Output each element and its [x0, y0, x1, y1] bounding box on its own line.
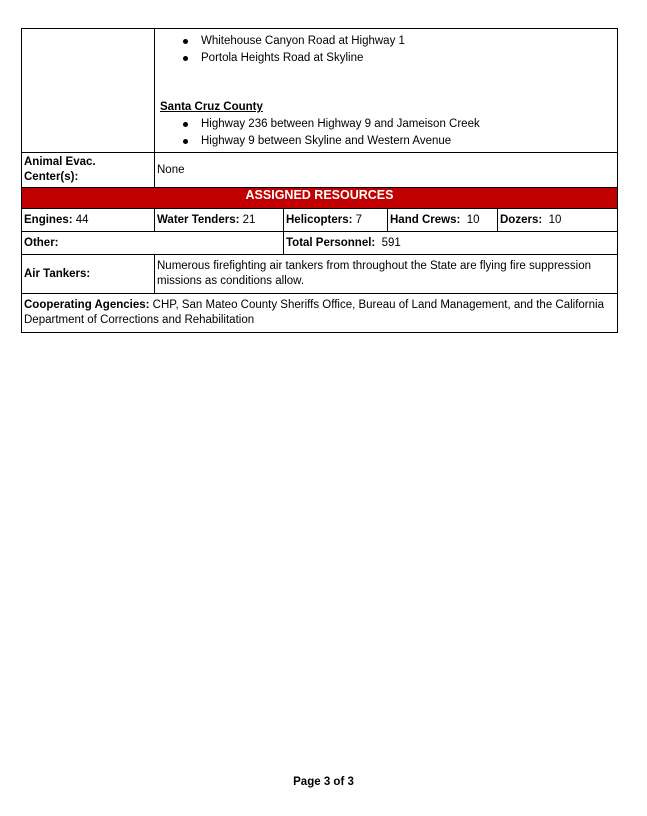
list-item: Highway 236 between Highway 9 and Jameison Creek — [177, 116, 615, 133]
total-personnel-cell: Total Personnel: 591 — [284, 232, 618, 255]
hand-crews-cell: Hand Crews: 10 — [388, 209, 498, 232]
assigned-resources-banner: ASSIGNED RESOURCES — [22, 188, 618, 209]
water-tenders-cell: Water Tenders: 21 — [155, 209, 284, 232]
engines-cell: Engines: 44 — [22, 209, 155, 232]
list-item: Whitehouse Canyon Road at Highway 1 — [177, 33, 615, 50]
banner-row — [22, 188, 618, 209]
route-list-top — [157, 33, 615, 67]
bullet-icon — [183, 39, 188, 44]
resources-table — [21, 28, 618, 333]
helicopters-cell: Helicopters: 7 — [284, 209, 388, 232]
animal-evac-label: Animal Evac. Center(s): — [22, 153, 155, 188]
routes-label-cell — [22, 29, 155, 153]
routes-row — [22, 29, 618, 153]
bullet-icon — [183, 56, 188, 61]
list-item: Portola Heights Road at Skyline — [177, 50, 615, 67]
county-heading: Santa Cruz County — [160, 101, 263, 113]
route-list-santa-cruz — [157, 116, 615, 150]
cooperating-row — [22, 294, 618, 333]
animal-evac-row — [22, 153, 618, 188]
animal-evac-value: None — [155, 153, 618, 188]
bullet-icon — [183, 122, 188, 127]
air-tankers-value: Numerous firefighting air tankers from throughout the State are flying fire suppression missions as conditions allow. — [155, 255, 618, 294]
counts-row — [22, 209, 618, 232]
page-number: Page 3 of 3 — [293, 776, 354, 788]
cooperating-agencies-cell — [22, 294, 618, 333]
other-row — [22, 232, 618, 255]
list-item: Highway 9 between Skyline and Western Avenue — [177, 133, 615, 150]
cooperating-label: Cooperating Agencies: — [24, 299, 150, 311]
dozers-cell: Dozers: 10 — [498, 209, 618, 232]
page-footer — [0, 776, 647, 788]
cooperating-value: CHP, San Mateo County Sheriffs Office, Bureau of Land Management, and the California Department of Corrections and Rehabilitation — [24, 299, 604, 326]
other-label: Other: — [22, 232, 284, 255]
routes-cell — [155, 29, 618, 153]
bullet-icon — [183, 139, 188, 144]
air-tankers-row — [22, 255, 618, 294]
air-tankers-label: Air Tankers: — [22, 255, 155, 294]
